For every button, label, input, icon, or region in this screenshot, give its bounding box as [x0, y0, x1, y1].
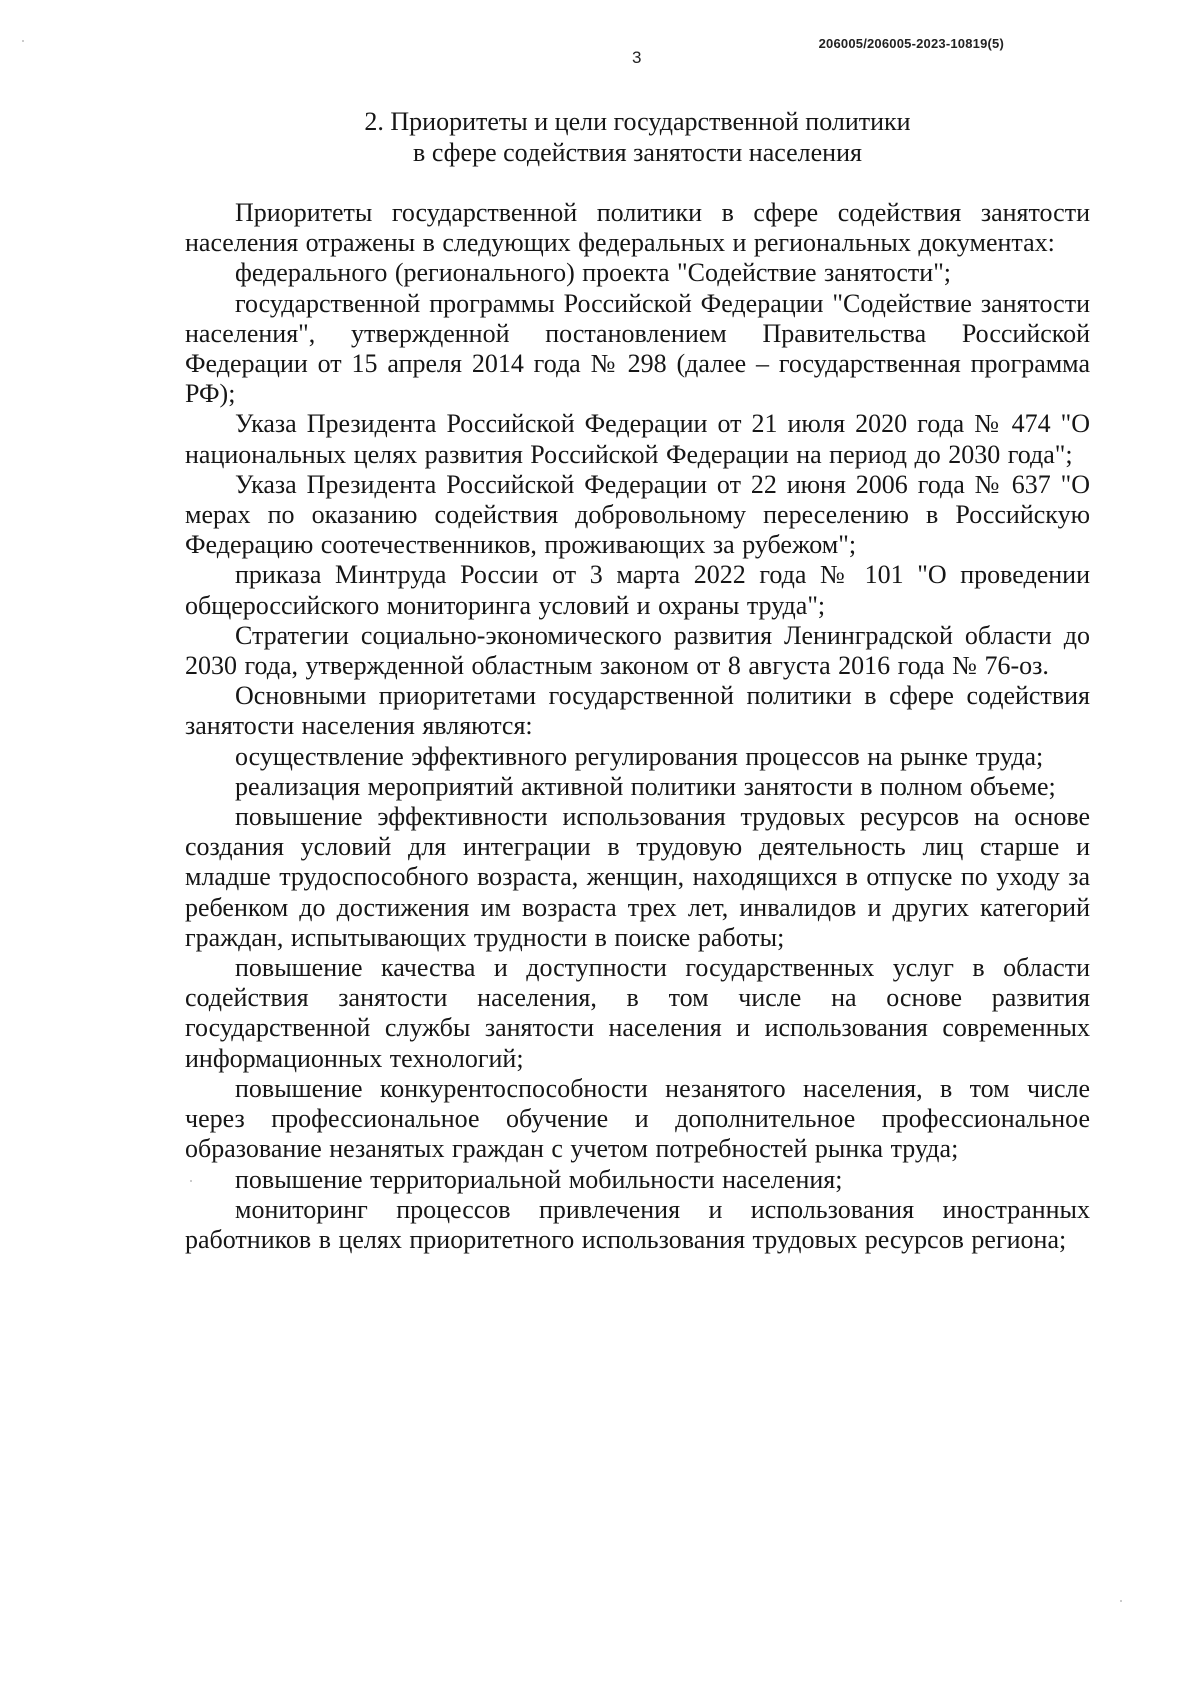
paragraph: федерального (регионального) проекта "Содействие занятости"; — [235, 258, 952, 288]
paragraph: Указа Президента Российской Федерации от 22 июня 2006 года № 637 "О мерах по оказанию содействия добровольному переселению в Российскую Федерацию соотечественников, проживающих за рубежом"; — [185, 469, 1090, 560]
document-id: 206005/206005-2023-10819(5) — [818, 36, 1004, 51]
paragraph: повышение эффективности использования трудовых ресурсов на основе создания условий для интеграции в трудовую деятельность лиц старше и младше трудоспособного возраста, женщин, находящихся в отпуске по уходу за ребенком до достижения им возраста трех лет, инвалидов и других категорий граждан, испытывающих трудности в поиске работы; — [185, 802, 1090, 952]
document-body — [185, 198, 1090, 1255]
paragraph: приказа Минтруда России от 3 марта 2022 года № 101 "О проведении общероссийского мониторинга условий и охраны труда"; — [185, 560, 1090, 620]
paragraph: Основными приоритетами государственной политики в сфере содействия занятости населения являются: — [185, 681, 1090, 741]
scan-speck — [190, 1180, 192, 1182]
scan-speck — [1120, 1600, 1122, 1602]
paragraph: повышение конкурентоспособности незанятого населения, в том числе через профессиональное обучение и дополнительное профессиональное образование незанятых граждан с учетом потребностей рынка труда; — [185, 1073, 1090, 1164]
paragraph: повышение качества и доступности государственных услуг в области содействия занятости населения, в том числе на основе развития государственной службы занятости населения и использования современных информационных технологий; — [185, 953, 1090, 1073]
page-number: 3 — [632, 48, 642, 67]
paragraph: государственной программы Российской Федерации "Содействие занятости населения", утвержденной постановлением Правительства Российской Федерации от 15 апреля 2014 года № 298 (далее – государственная программа РФ); — [185, 288, 1090, 409]
section-heading-line-1: 2. Приоритеты и цели государственной политики — [364, 107, 911, 136]
paragraph: повышение территориальной мобильности населения; — [235, 1164, 843, 1194]
paragraph: Указа Президента Российской Федерации от 21 июля 2020 года № 474 "О национальных целях развития Российской Федерации на период до 2030 года"; — [185, 409, 1090, 469]
section-heading-line-2: в сфере содействия занятости населения — [413, 138, 862, 167]
paragraph: осуществление эффективного регулирования процессов на рынке труда; — [235, 741, 1044, 771]
paragraph: Стратегии социально-экономического развития Ленинградской области до 2030 года, утвержденной областным законом от 8 августа 2016 года № 76-оз. — [185, 620, 1090, 681]
paragraph: реализация мероприятий активной политики занятости в полном объеме; — [235, 771, 1056, 801]
scan-speck — [22, 40, 24, 42]
section-heading — [185, 106, 1090, 168]
paragraph: мониторинг процессов привлечения и использования иностранных работников в целях приоритетного использования трудовых ресурсов региона; — [185, 1194, 1090, 1254]
paragraph: Приоритеты государственной политики в сфере содействия занятости населения отражены в следующих федеральных и региональных документах: — [185, 198, 1090, 258]
